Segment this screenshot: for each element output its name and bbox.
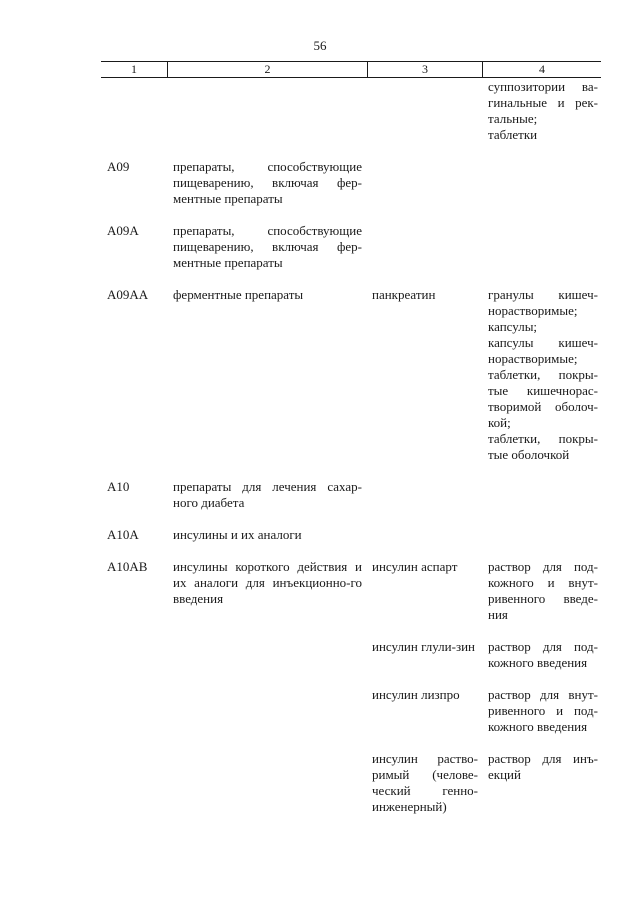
page-number: 56 xyxy=(313,38,327,53)
drug-cell: панкреатин xyxy=(372,287,436,302)
code-cell: A09 xyxy=(107,159,130,174)
name-cell: препараты для лечения сахар-ного диабета xyxy=(173,479,362,510)
form-cell xyxy=(488,287,598,463)
drug-cell: инсулин раство-римый (челове-ческий генно-инженерный) xyxy=(372,751,478,814)
code-cell: A10A xyxy=(107,527,139,542)
form-text: гранулы кишеч-норастворимые; капсулы; капсулы кишеч-норастворимые; таблетки, покры-тые кишечнорас-творимой оболоч-кой; таблетки, покры-тые оболочкой xyxy=(488,287,598,462)
form-text: раствор для внут-ривенного и под-кожного введения xyxy=(488,687,598,734)
name-cell: препараты, способствующие пищеварению, включая фер-ментные препараты xyxy=(173,159,362,206)
form-cell xyxy=(488,79,598,143)
form-text: раствор для инъ-екций xyxy=(488,751,598,782)
code-cell: A10 xyxy=(107,479,130,494)
form-cell xyxy=(488,559,598,623)
name-cell: инсулины короткого действия и их аналоги для инъекционно-го введения xyxy=(173,559,362,606)
name-cell: инсулины и их аналоги xyxy=(173,527,302,542)
code-cell: A10AB xyxy=(107,559,148,574)
drug-cell: инсулин глули-зин xyxy=(372,639,476,654)
drug-cell: инсулин лизпро xyxy=(372,687,460,702)
name-cell: препараты, способствующие пищеварению, включая фер-ментные препараты xyxy=(173,223,362,270)
form-text: раствор для под-кожного введения xyxy=(488,639,598,670)
drug-cell: инсулин аспарт xyxy=(372,559,458,574)
form-cell xyxy=(488,751,598,783)
header-col-3: 3 xyxy=(422,62,428,76)
header-col-1: 1 xyxy=(131,62,137,76)
form-text: суппозитории ва-гинальные и рек-тальные; таблетки xyxy=(488,79,598,142)
form-cell xyxy=(488,639,598,671)
header-col-2: 2 xyxy=(264,62,271,76)
form-text: раствор для под-кожного и внут-ривенного введе-ния xyxy=(488,559,598,622)
code-cell: A09AA xyxy=(107,287,149,302)
name-cell: ферментные препараты xyxy=(173,287,304,302)
code-cell: A09A xyxy=(107,223,139,238)
form-cell xyxy=(488,687,598,735)
table-header xyxy=(101,61,601,78)
header-col-4: 4 xyxy=(539,62,545,76)
